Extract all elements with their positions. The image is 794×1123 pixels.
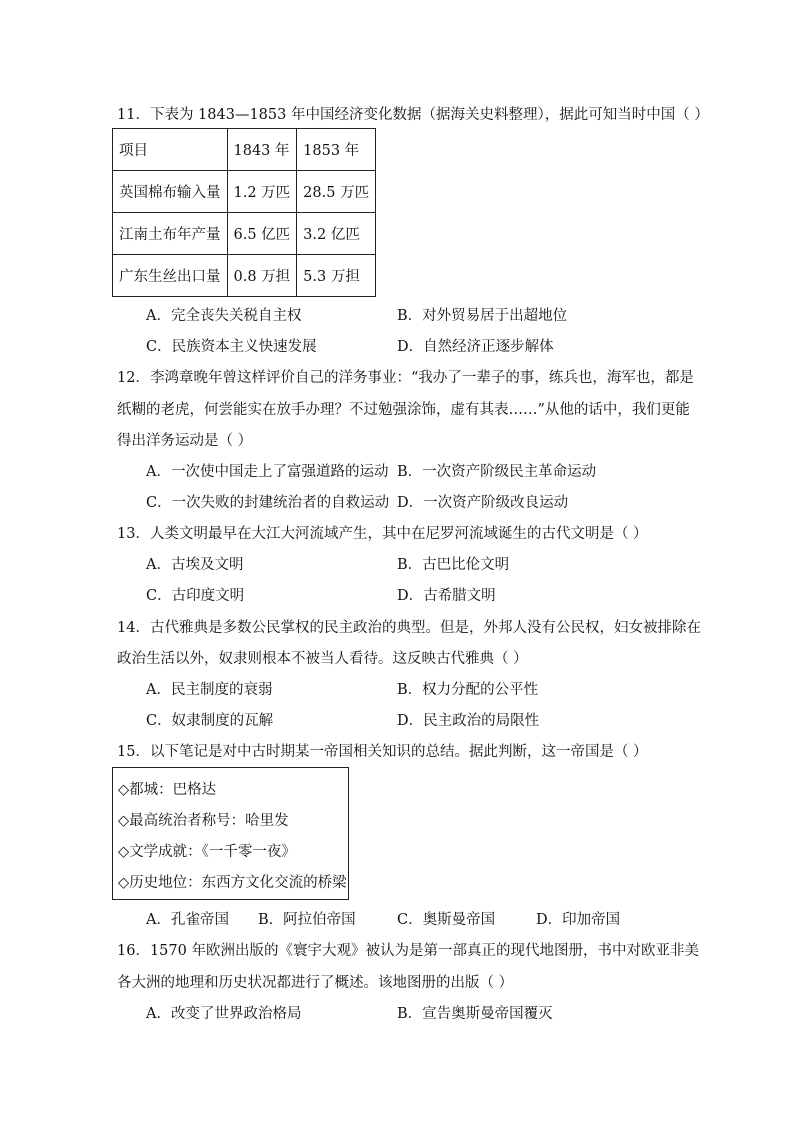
table-row <box>113 255 376 297</box>
option-b[interactable]: B．一次资产阶级民主革命运动 <box>397 464 597 480</box>
option-a[interactable]: A．一次使中国走上了富强道路的运动 <box>146 464 389 480</box>
table-cell: 0.8 万担 <box>227 255 297 297</box>
option-b[interactable]: B．古巴比伦文明 <box>397 557 510 573</box>
note-item: ◇都城：巴格达 <box>118 782 217 798</box>
table-cell: 江南土布年产量 <box>113 213 228 255</box>
option-a[interactable]: A．古埃及文明 <box>146 557 244 573</box>
question-14-stem-line-2: 政治生活以外，奴隶则根本不被当人看待。这反映古代雅典（ ） <box>117 651 528 667</box>
table-cell: 广东生丝出口量 <box>113 255 228 297</box>
notes-box <box>112 767 349 900</box>
table-cell: 5.3 万担 <box>297 255 376 297</box>
question-12-stem-line-1: 12．李鸿章晚年曾这样评价自己的洋务事业：“我办了一辈子的事，练兵也，海军也，都是 <box>117 370 694 386</box>
table-header-cell: 1853 年 <box>297 129 376 171</box>
option-a[interactable]: A．民主制度的衰弱 <box>146 682 273 698</box>
table-cell: 3.2 亿匹 <box>297 213 376 255</box>
note-item: ◇文学成就：《一千零一夜》 <box>118 844 296 860</box>
note-item: ◇历史地位：东西方文化交流的桥梁 <box>118 875 347 891</box>
option-c[interactable]: C．古印度文明 <box>146 588 245 604</box>
question-16-stem-line-2: 各大洲的地理和历史状况都进行了概述。该地图册的出版（ ） <box>117 975 514 991</box>
table-row <box>113 213 376 255</box>
option-b[interactable]: B．宣告奥斯曼帝国覆灭 <box>397 1006 553 1022</box>
note-item: ◇最高统治者称号：哈里发 <box>118 813 289 829</box>
option-c[interactable]: C．奴隶制度的瓦解 <box>146 713 274 729</box>
option-c[interactable]: C．一次失败的封建统治者的自救运动 <box>146 495 390 511</box>
table-header-row <box>113 129 376 171</box>
economic-data-table <box>112 128 376 297</box>
option-b[interactable]: B．阿拉伯帝国 <box>258 912 356 928</box>
option-c[interactable]: C．奥斯曼帝国 <box>397 912 496 928</box>
question-12-stem-line-3: 得出洋务运动是（ ） <box>117 433 253 449</box>
option-a[interactable]: A．完全丧失关税自主权 <box>146 308 302 324</box>
question-12-stem-line-2: 纸糊的老虎，何尝能实在放手办理？不过勉强涂饰，虚有其表……”从他的话中，我们更能 <box>117 402 690 418</box>
question-16-stem-line-1: 16．1570 年欧洲出版的《寰宇大观》被认为是第一部真正的现代地图册，书中对欧亚非美 <box>117 943 699 959</box>
table-cell: 6.5 亿匹 <box>227 213 297 255</box>
table-cell: 28.5 万匹 <box>297 171 376 213</box>
question-11-stem: 11．下表为 1843—1853 年中国经济变化数据（据海关史料整理），据此可知当时中国（ ） <box>117 107 709 123</box>
option-d[interactable]: D．民主政治的局限性 <box>397 713 540 729</box>
question-13-stem: 13．人类文明最早在大江大河流域产生，其中在尼罗河流域诞生的古代文明是（ ） <box>117 526 648 542</box>
option-d[interactable]: D．一次资产阶级改良运动 <box>397 495 569 511</box>
option-a[interactable]: A．孔雀帝国 <box>146 912 229 928</box>
table-cell: 1.2 万匹 <box>227 171 297 213</box>
option-b[interactable]: B．权力分配的公平性 <box>397 682 539 698</box>
option-d[interactable]: D．古希腊文明 <box>397 588 496 604</box>
option-b[interactable]: B．对外贸易居于出超地位 <box>397 308 568 324</box>
question-14-stem-line-1: 14．古代雅典是多数公民掌权的民主政治的典型。但是，外邦人没有公民权，妇女被排除在 <box>117 620 701 636</box>
table-cell: 英国棉布输入量 <box>113 171 228 213</box>
option-d[interactable]: D．印加帝国 <box>536 912 621 928</box>
option-c[interactable]: C．民族资本主义快速发展 <box>146 339 317 355</box>
table-row <box>113 171 376 213</box>
question-15-stem: 15．以下笔记是对中古时期某一帝国相关知识的总结。据此判断，这一帝国是（ ） <box>117 744 648 760</box>
table-header-cell: 项目 <box>113 129 228 171</box>
option-a[interactable]: A．改变了世界政治格局 <box>146 1006 302 1022</box>
option-d[interactable]: D．自然经济正逐步解体 <box>397 339 554 355</box>
table-header-cell: 1843 年 <box>227 129 297 171</box>
